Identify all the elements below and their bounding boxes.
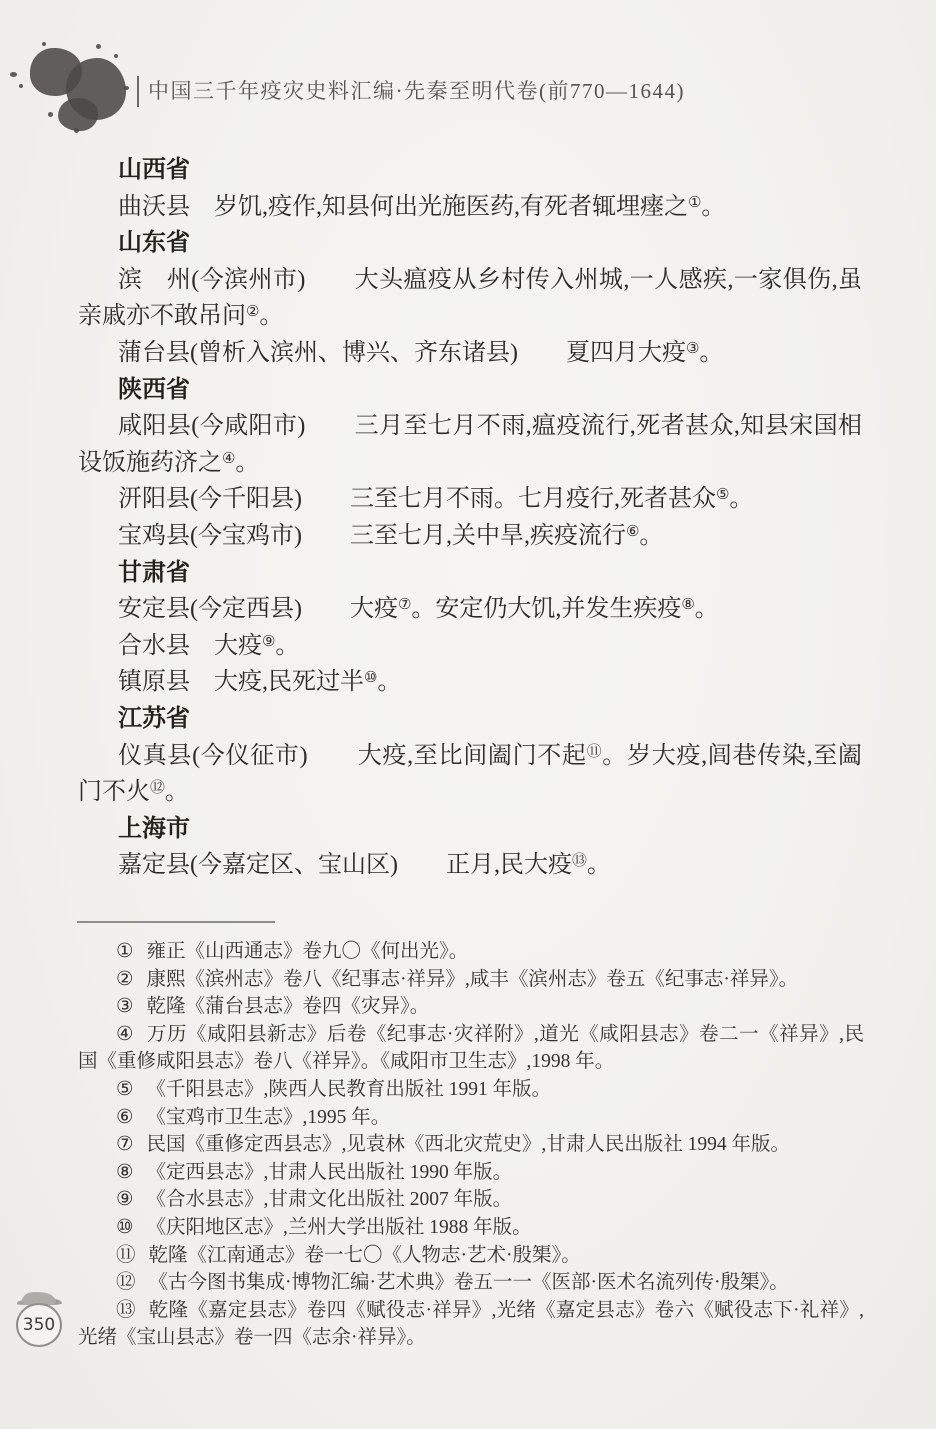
footnote-number: ⑤ bbox=[116, 1078, 134, 1100]
running-title: 中国三千年疫灾史料汇编·先秦至明代卷(前770—1644) bbox=[148, 79, 685, 103]
footnote-item bbox=[78, 966, 864, 994]
ink-splatter-dot bbox=[10, 72, 17, 77]
header-divider bbox=[137, 76, 139, 107]
text-line bbox=[78, 738, 862, 811]
ink-splatter-dot bbox=[124, 86, 129, 90]
footnote-number: ⑬ bbox=[116, 1299, 136, 1321]
footnote-number: ⑦ bbox=[116, 1134, 134, 1156]
text-content: 滨 州(今滨州市) 大头瘟疫从乡村传入州城,一人感疾,一家俱伤,虽亲戚亦不敢吊问②。 bbox=[78, 266, 862, 330]
footnote-number: ⑪ bbox=[116, 1244, 136, 1266]
footnote-item bbox=[78, 1186, 864, 1214]
footnote-text: 《定西县志》,甘肃人民出版社 1990 年版。 bbox=[146, 1161, 513, 1183]
footnote-text: 《宝鸡市卫生志》,1995 年。 bbox=[146, 1106, 391, 1128]
footnote-number: ④ bbox=[116, 1023, 134, 1045]
footnote-text: 民国《重修定西县志》,见袁林《西北灾荒史》,甘肃人民出版社 1994 年版。 bbox=[146, 1134, 790, 1156]
text-line bbox=[78, 847, 862, 884]
text-content: 曲沃县 岁饥,疫作,知县何出光施医药,有死者辄埋瘗之①。 bbox=[118, 193, 726, 220]
ink-splatter-dot bbox=[74, 128, 79, 133]
footnote-item bbox=[78, 1214, 864, 1242]
text-content: 咸阳县(今咸阳市) 三月至七月不雨,瘟疫流行,死者甚众,知县宋国相设饭施药济之④。 bbox=[78, 413, 862, 476]
footnote-number: ⑨ bbox=[116, 1189, 134, 1211]
footnote-number: ⑫ bbox=[116, 1272, 136, 1294]
ink-blob bbox=[58, 98, 98, 131]
footnote-item bbox=[78, 993, 864, 1021]
footnote-item bbox=[78, 1297, 864, 1352]
ink-blot-logo-icon bbox=[8, 44, 140, 144]
ink-splatter-dot bbox=[42, 42, 46, 46]
footnote-item bbox=[78, 1131, 864, 1159]
footnote-number: ⑩ bbox=[116, 1216, 134, 1238]
footnote-number: ① bbox=[116, 941, 134, 962]
footnote-text: 雍正《山西通志》卷九〇《何出光》。 bbox=[146, 941, 469, 962]
footnote-item bbox=[78, 1159, 864, 1187]
text-content: 镇原县 大疫,民死过半⑩。 bbox=[118, 669, 402, 696]
text-line bbox=[78, 811, 862, 848]
text-content: 嘉定县(今嘉定区、宝山区) 正月,民大疫⑬。 bbox=[118, 852, 611, 879]
footnote-item bbox=[78, 938, 864, 966]
ink-splatter-dot bbox=[19, 84, 23, 88]
text-line bbox=[78, 335, 862, 372]
text-line bbox=[78, 262, 862, 335]
main-text bbox=[78, 152, 862, 884]
text-content: 上海市 bbox=[118, 815, 190, 842]
ink-splatter-dot bbox=[114, 54, 118, 58]
footnote-item bbox=[78, 1021, 864, 1076]
footnote-number: ③ bbox=[116, 996, 134, 1018]
ink-splatter-dot bbox=[96, 44, 101, 49]
footnote-item bbox=[78, 1242, 864, 1270]
text-content: 甘肃省 bbox=[118, 559, 190, 586]
text-line bbox=[78, 518, 862, 555]
text-line bbox=[78, 628, 862, 665]
page-header bbox=[137, 76, 685, 107]
text-line bbox=[78, 555, 862, 592]
footnote-text: 《庆阳地区志》,兰州大学出版社 1988 年版。 bbox=[146, 1216, 532, 1238]
text-content: 合水县 大疫⑨。 bbox=[118, 632, 300, 659]
text-line bbox=[78, 372, 862, 409]
text-line bbox=[78, 591, 862, 628]
footnote-text: 乾隆《嘉定县志》卷四《赋役志·祥异》,光绪《嘉定县志》卷六《赋役志下·礼祥》,光绪《宝山县志》卷一四《志余·祥异》。 bbox=[78, 1299, 864, 1349]
footnote-text: 康熙《滨州志》卷八《纪事志·祥异》,咸丰《滨州志》卷五《纪事志·祥异》。 bbox=[146, 968, 799, 990]
text-line bbox=[78, 664, 862, 701]
footnote-item bbox=[78, 1076, 864, 1104]
footnote-text: 《古今图书集成·博物汇编·艺术典》卷五一一《医部·医术名流列传·殷榘》。 bbox=[148, 1272, 789, 1294]
footnote-number: ⑧ bbox=[116, 1161, 134, 1183]
footnote-number: ② bbox=[116, 968, 134, 990]
footnote-separator bbox=[77, 921, 275, 923]
footnote-text: 万历《咸阳县新志》后卷《纪事志·灾祥附》,道光《咸阳县志》卷二一《祥异》,民国《重修咸阳县志》卷八《祥异》。《咸阳市卫生志》,1998 年。 bbox=[78, 1023, 865, 1073]
text-content: 宝鸡县(今宝鸡市) 三至七月,关中旱,疾疫流行⑥。 bbox=[118, 522, 664, 549]
text-line bbox=[78, 701, 862, 738]
text-content: 山东省 bbox=[118, 230, 190, 257]
ink-splatter-dot bbox=[48, 112, 53, 117]
footnote-text: 乾隆《江南通志》卷一七〇《人物志·艺术·殷榘》。 bbox=[148, 1244, 581, 1266]
text-content: 陕西省 bbox=[118, 376, 190, 403]
footnotes bbox=[78, 938, 864, 1352]
text-line bbox=[78, 408, 862, 481]
text-line bbox=[78, 481, 862, 518]
text-content: 江苏省 bbox=[118, 705, 190, 732]
text-content: 安定县(今定西县) 大疫⑦。安定仍大饥,并发生疾疫⑧。 bbox=[118, 596, 719, 623]
text-line bbox=[78, 225, 862, 262]
text-line bbox=[78, 152, 862, 189]
page-number: 350 bbox=[16, 1303, 62, 1347]
text-content: 仪真县(今仪征市) 大疫,至比间阖门不起⑪。岁大疫,闾巷传染,至阖门不火⑫。 bbox=[78, 742, 863, 806]
text-line bbox=[78, 189, 862, 226]
footnote-text: 《千阳县志》,陕西人民教育出版社 1991 年版。 bbox=[146, 1078, 552, 1100]
footnote-item bbox=[78, 1104, 864, 1132]
text-content: 汧阳县(今千阳县) 三至七月不雨。七月疫行,死者甚众⑤。 bbox=[118, 486, 754, 513]
text-content: 山西省 bbox=[118, 157, 190, 183]
footnote-text: 《合水县志》,甘肃文化出版社 2007 年版。 bbox=[146, 1189, 513, 1211]
text-content: 蒲台县(曾析入滨州、博兴、齐东诸县) 夏四月大疫③。 bbox=[118, 339, 724, 366]
page-number-badge bbox=[14, 1293, 64, 1347]
footnote-item bbox=[78, 1269, 864, 1297]
footnote-text: 乾隆《蒲台县志》卷四《灾异》。 bbox=[146, 996, 430, 1018]
footnote-number: ⑥ bbox=[116, 1106, 134, 1128]
